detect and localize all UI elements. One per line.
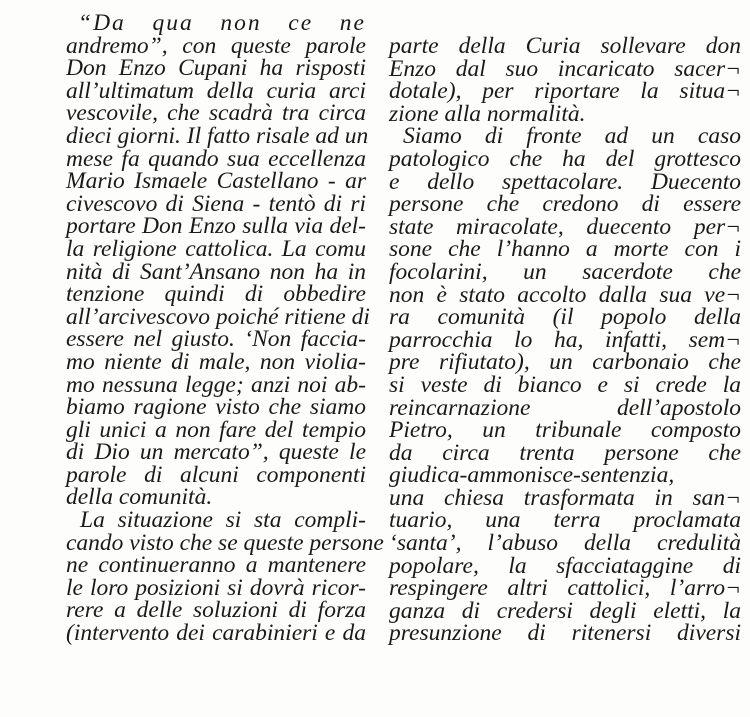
text-line: focolarini, un sacerdote che xyxy=(389,258,741,285)
text-line: essere nel giusto. ‘Non faccia- xyxy=(66,326,366,353)
text-line: persone che credono di essere xyxy=(389,191,741,218)
text-line: tenzione quindi di obbedire xyxy=(66,281,366,308)
text-line: andremo”, con queste parole xyxy=(66,32,366,59)
text-line: ‘santa’, l’abuso della credulità xyxy=(389,530,741,557)
text-line: ra comunità (il popolo della xyxy=(389,304,741,331)
text-line: vescovile, che scadrà tra circa xyxy=(66,100,366,127)
text-line: le loro posizioni si dovrà ricor- xyxy=(66,574,366,601)
text-line: portare Don Enzo sulla via del- xyxy=(66,213,366,240)
text-line: mo nessuna legge; anzi noi ab- xyxy=(66,371,366,398)
text-line: popolare, la sfacciataggine di xyxy=(389,552,741,579)
text-line: dotale), per riportare la situa¬ xyxy=(389,78,741,105)
text-line: Don Enzo Cupani ha risposti xyxy=(66,55,366,82)
text-line: Enzo dal suo incaricato sacer¬ xyxy=(389,55,741,82)
text-line: cando visto che se queste persone xyxy=(66,529,384,556)
text-line: non è stato accolto dalla sua ve¬ xyxy=(389,281,741,308)
text-line: si veste di bianco e si crede la xyxy=(389,371,741,398)
text-line: parte della Curia sollevare don xyxy=(389,33,741,59)
text-line: tuario, una terra proclamata xyxy=(389,507,741,534)
text-line: biamo ragione visto che siamo xyxy=(66,394,366,421)
text-line: da circa trenta persone che xyxy=(389,439,741,466)
text-line: ganza di credersi degli eletti, la xyxy=(389,597,741,624)
text-line: e dello spettacolare. Duecento xyxy=(389,168,741,195)
text-line: parrocchia lo ha, infatti, sem¬ xyxy=(389,326,741,353)
text-line: di Dio un mercato”, queste le xyxy=(66,439,366,466)
text-line: all’arcivescovo poiché ritiene di xyxy=(66,303,370,330)
text-line: Mario Ismaele Castellano - ar xyxy=(66,168,366,195)
text-line: La situazione si sta compli- xyxy=(80,507,366,534)
text-line: (intervento dei carabinieri e da xyxy=(66,620,366,647)
text-line: reincarnazione dell’apostolo xyxy=(389,394,741,421)
text-line: mo niente di male, non violia- xyxy=(66,348,366,375)
text-line: mese fa quando sua eccellenza xyxy=(66,145,366,172)
left-column xyxy=(66,10,384,647)
text-line: state miracolate, duecento per¬ xyxy=(389,213,741,240)
text-line: zione alla normalità. xyxy=(389,100,586,127)
text-line: Pietro, un tribunale composto xyxy=(389,417,741,444)
text-line: parole di alcuni componenti xyxy=(66,461,366,488)
text-line: respingere altri cattolici, l’arro¬ xyxy=(389,575,741,602)
text-line: civescovo di Siena - tentò di ri xyxy=(66,190,366,217)
text-line: la religione cattolica. La comu xyxy=(66,235,366,262)
text-line: rere a delle soluzioni di forza xyxy=(66,597,366,624)
text-line: nità di Sant’Ansano non ha in xyxy=(66,258,366,285)
text-line: pre rifiutato), un carbonaio che xyxy=(389,349,741,376)
text-line: gli unici a non fare del tempio xyxy=(66,416,366,443)
text-line: Siamo di fronte ad un caso xyxy=(403,123,741,150)
text-line: ne continueranno a mantenere xyxy=(66,552,366,579)
text-line: sone che l’hanno a morte con i xyxy=(389,236,741,263)
text-line: una chiesa trasformata in san¬ xyxy=(389,484,741,511)
text-line: “Da qua non ce ne xyxy=(78,10,366,36)
text-line: patologico che ha del grottesco xyxy=(389,145,741,172)
text-line: presunzione di ritenersi diversi xyxy=(389,620,741,647)
text-line: all’ultimatum della curia arci xyxy=(66,77,366,104)
text-line: della comunità. xyxy=(66,484,213,511)
right-column xyxy=(389,35,741,645)
text-line: giudica-ammonisce-sentenzia, xyxy=(389,462,675,489)
text-line: dieci giorni. Il fatto risale ad un xyxy=(66,122,369,149)
